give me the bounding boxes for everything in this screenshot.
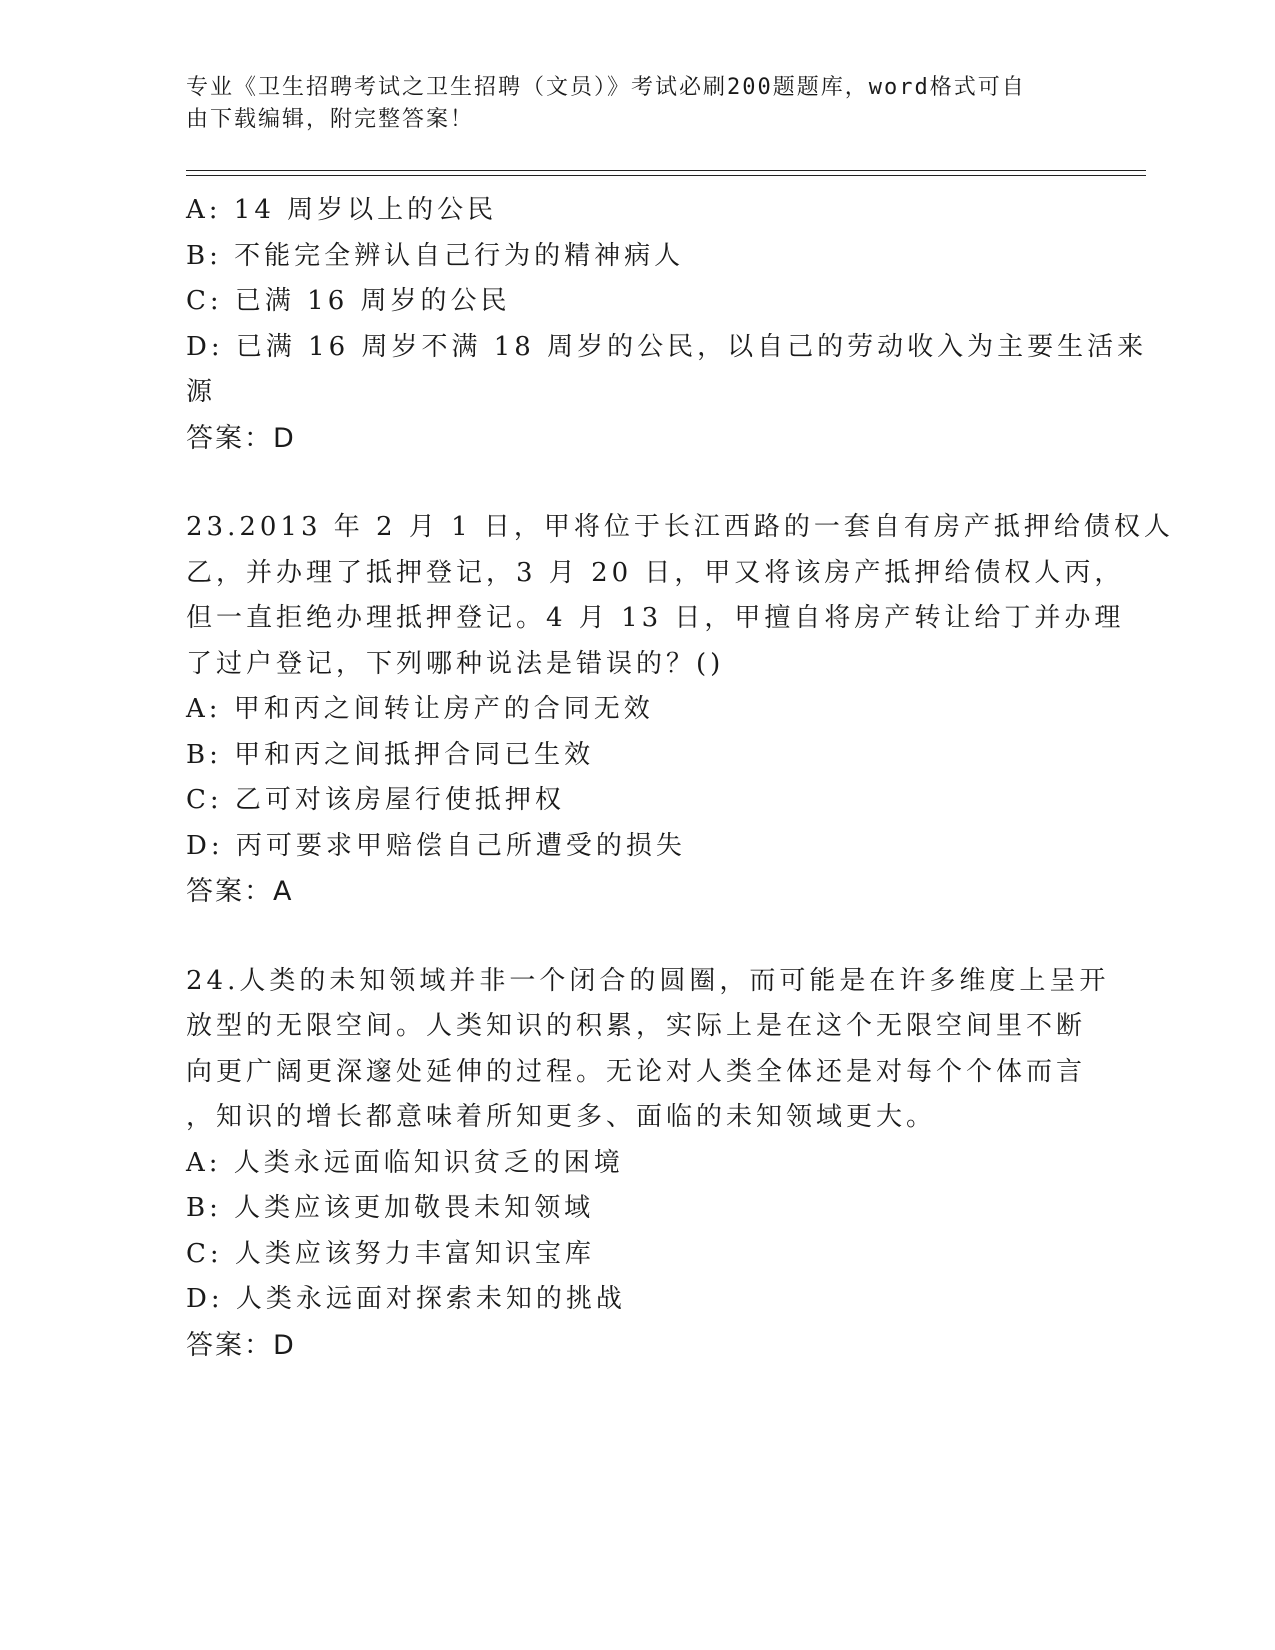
question-text-line: ，知识的增长都意味着所知更多、面临的未知领域更大。 <box>186 1102 937 1132</box>
question-text-line: 了过户登记，下列哪种说法是错误的？() <box>186 648 725 679</box>
question-text-line: 但一直拒绝办理抵押登记。4 月 13 日，甲擅自将房产转让给丁并办理 <box>186 603 1125 633</box>
question-text-line: 放型的无限空间。人类知识的积累，实际上是在这个无限空间里不断 <box>186 1011 1087 1041</box>
question-24 <box>186 959 1110 1369</box>
question-22 <box>186 188 1148 461</box>
answer-label: 答案：A <box>186 876 294 907</box>
spacer <box>186 461 1086 505</box>
option-c: C: 已满 16 周岁的公民 <box>186 286 511 316</box>
option-b: B: 人类应该更加敬畏未知领域 <box>186 1193 595 1223</box>
option-a: A: 14 周岁以上的公民 <box>186 195 498 225</box>
document-header <box>186 72 1076 136</box>
option-a: A: 人类永远面临知识贫乏的困境 <box>186 1147 624 1178</box>
question-text-line: 24.人类的未知领域并非一个闭合的圆圈，而可能是在许多维度上呈开 <box>186 965 1110 996</box>
header-rule-bottom <box>186 175 1146 176</box>
header-rule-top <box>186 170 1146 171</box>
question-text-line: 乙，并办理了抵押登记，3 月 20 日，甲又将该房产抵押给债权人丙， <box>186 557 1125 588</box>
answer-label: 答案：D <box>186 422 296 454</box>
answer-label: 答案：D <box>186 1329 296 1361</box>
header-line-1: 专业《卫生招聘考试之卫生招聘（文员）》考试必刷200题题库，word格式可自 <box>186 75 1026 100</box>
question-text-line: 向更广阔更深邃处延伸的过程。无论对人类全体还是对每个个体而言 <box>186 1056 1087 1087</box>
option-d: D: 已满 16 周岁不满 18 周岁的公民，以自己的劳动收入为主要生活来 <box>186 331 1148 362</box>
header-line-2: 由下载编辑，附完整答案！ <box>186 107 475 132</box>
option-c: C: 人类应该努力丰富知识宝库 <box>186 1238 595 1269</box>
question-23 <box>186 505 1174 915</box>
option-b: B: 甲和丙之间抵押合同已生效 <box>186 739 595 770</box>
option-b: B: 不能完全辨认自己行为的精神病人 <box>186 240 685 271</box>
option-c: C: 乙可对该房屋行使抵押权 <box>186 785 565 815</box>
option-d: D: 丙可要求甲赔偿自己所遭受的损失 <box>186 830 686 861</box>
option-d: D: 人类永远面对探索未知的挑战 <box>186 1284 626 1314</box>
option-d-continued: 源 <box>186 377 217 407</box>
question-text-line: 23.2013 年 2 月 1 日，甲将位于长江西路的一套自有房产抵押给债权人 <box>186 512 1174 542</box>
option-a: A: 甲和丙之间转让房产的合同无效 <box>186 694 654 724</box>
document-body <box>186 188 1174 1368</box>
spacer <box>186 915 1086 959</box>
